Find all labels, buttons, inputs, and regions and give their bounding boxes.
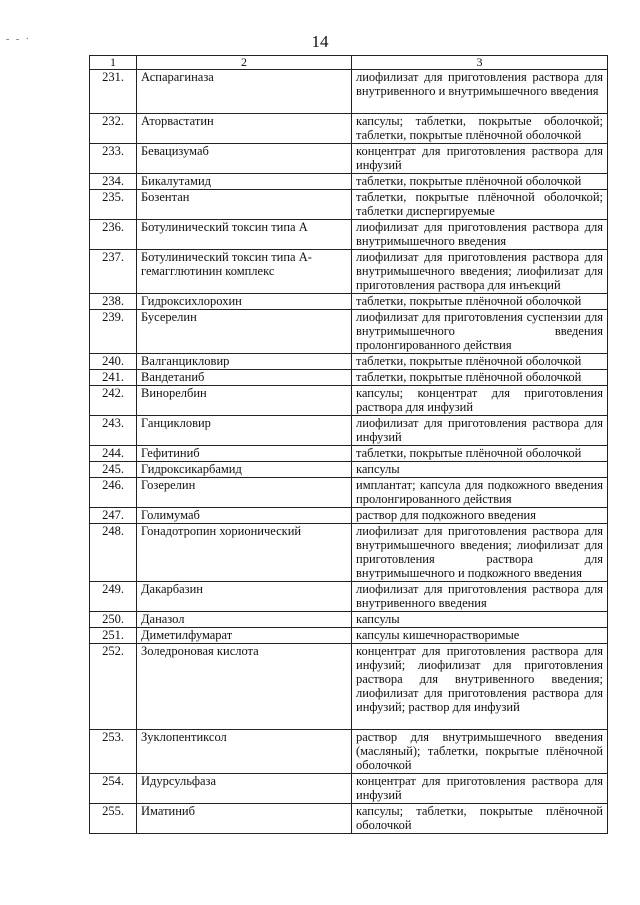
- dosage-form: капсулы; концентрат для приготовления раствора для инфузий: [352, 386, 608, 416]
- drug-name: Аспарагиназа: [137, 70, 352, 114]
- dosage-form: лиофилизат для приготовления раствора для внутривенного и внутримышечного введения: [352, 70, 608, 114]
- drug-table: [89, 55, 608, 834]
- row-number: 253.: [90, 730, 137, 774]
- dosage-form: лиофилизат для приготовления раствора для внутривенного введения: [352, 582, 608, 612]
- dosage-form: таблетки, покрытые плёночной оболочкой: [352, 354, 608, 370]
- row-number: 251.: [90, 628, 137, 644]
- drug-name: Гефитиниб: [137, 446, 352, 462]
- page-number: 14: [311, 32, 329, 51]
- table-row: [90, 174, 608, 190]
- row-number: 231.: [90, 70, 137, 114]
- row-number: 243.: [90, 416, 137, 446]
- table-row: [90, 478, 608, 508]
- dosage-form: лиофилизат для приготовления суспензии для внутримышечного введения пролонгированного действия: [352, 310, 608, 354]
- row-number: 250.: [90, 612, 137, 628]
- column-header-form: 3: [352, 56, 608, 70]
- table-row: [90, 386, 608, 416]
- dosage-form: лиофилизат для приготовления раствора для инфузий: [352, 416, 608, 446]
- dosage-form: таблетки, покрытые плёночной оболочкой: [352, 446, 608, 462]
- dosage-form: таблетки, покрытые плёночной оболочкой: [352, 174, 608, 190]
- dosage-form: капсулы; таблетки, покрытые плёночной оболочкой: [352, 804, 608, 834]
- drug-name: Даназол: [137, 612, 352, 628]
- drug-name: Ботулинический токсин типа А-гемагглютинин комплекс: [137, 250, 352, 294]
- table-row: [90, 804, 608, 834]
- table-row: [90, 416, 608, 446]
- table-body: [90, 70, 608, 834]
- table-row: [90, 582, 608, 612]
- dosage-form: имплантат; капсула для подкожного введения пролонгированного действия: [352, 478, 608, 508]
- table-row: [90, 508, 608, 524]
- table-row: [90, 644, 608, 730]
- drug-name: Гозерелин: [137, 478, 352, 508]
- column-header-number: 1: [90, 56, 137, 70]
- drug-name: Дакарбазин: [137, 582, 352, 612]
- table-row: [90, 612, 608, 628]
- table-row: [90, 774, 608, 804]
- drug-name: Диметилфумарат: [137, 628, 352, 644]
- drug-name: Гидроксихлорохин: [137, 294, 352, 310]
- dosage-form: раствор для подкожного введения: [352, 508, 608, 524]
- table-row: [90, 294, 608, 310]
- row-number: 245.: [90, 462, 137, 478]
- dosage-form: лиофилизат для приготовления раствора для внутримышечного введения; лиофилизат для приготовления раствора для внутримышечного и подкожного введения: [352, 524, 608, 582]
- table-row: [90, 370, 608, 386]
- drug-name: Голимумаб: [137, 508, 352, 524]
- drug-name: Бикалутамид: [137, 174, 352, 190]
- row-number: 240.: [90, 354, 137, 370]
- dosage-form: концентрат для приготовления раствора для инфузий: [352, 774, 608, 804]
- column-header-name: 2: [137, 56, 352, 70]
- drug-name: Винорелбин: [137, 386, 352, 416]
- row-number: 247.: [90, 508, 137, 524]
- row-number: 237.: [90, 250, 137, 294]
- table-row: [90, 354, 608, 370]
- dosage-form: капсулы: [352, 612, 608, 628]
- row-number: 236.: [90, 220, 137, 250]
- row-number: 249.: [90, 582, 137, 612]
- table-row: [90, 310, 608, 354]
- dosage-form: лиофилизат для приготовления раствора для внутримышечного введения: [352, 220, 608, 250]
- drug-name: Бевацизумаб: [137, 144, 352, 174]
- drug-name: Идурсульфаза: [137, 774, 352, 804]
- row-number: 246.: [90, 478, 137, 508]
- row-number: 239.: [90, 310, 137, 354]
- drug-name: Бозентан: [137, 190, 352, 220]
- drug-name: Валганцикловир: [137, 354, 352, 370]
- table-row: [90, 144, 608, 174]
- row-number: 255.: [90, 804, 137, 834]
- dosage-form: таблетки, покрытые плёночной оболочкой: [352, 370, 608, 386]
- row-number: 244.: [90, 446, 137, 462]
- row-number: 254.: [90, 774, 137, 804]
- dosage-form: лиофилизат для приготовления раствора для внутримышечного введения; лиофилизат для приготовления раствора для инъекций: [352, 250, 608, 294]
- drug-name: Ботулинический токсин типа А: [137, 220, 352, 250]
- drug-name: Иматиниб: [137, 804, 352, 834]
- drug-name: Золедроновая кислота: [137, 644, 352, 730]
- table-row: [90, 446, 608, 462]
- drug-name: Зуклопентиксол: [137, 730, 352, 774]
- drug-name: Ганцикловир: [137, 416, 352, 446]
- drug-name: Аторвастатин: [137, 114, 352, 144]
- row-number: 252.: [90, 644, 137, 730]
- row-number: 241.: [90, 370, 137, 386]
- dosage-form: концентрат для приготовления раствора для инфузий; лиофилизат для приготовления раствора для внутривенного введения; лиофилизат для приготовления раствора для инфузий; раствор для инфузий: [352, 644, 608, 730]
- table-row: [90, 730, 608, 774]
- drug-name: Гидроксикарбамид: [137, 462, 352, 478]
- row-number: 232.: [90, 114, 137, 144]
- drug-name: Гонадотропин хорионический: [137, 524, 352, 582]
- drug-name: Бусерелин: [137, 310, 352, 354]
- table-row: [90, 628, 608, 644]
- dosage-form: концентрат для приготовления раствора для инфузий: [352, 144, 608, 174]
- table-row: [90, 70, 608, 114]
- row-number: 248.: [90, 524, 137, 582]
- corner-marks: - - ·: [6, 34, 31, 45]
- table-row: [90, 190, 608, 220]
- table-header: [90, 56, 608, 70]
- row-number: 235.: [90, 190, 137, 220]
- dosage-form: капсулы кишечнорастворимые: [352, 628, 608, 644]
- drug-name: Вандетаниб: [137, 370, 352, 386]
- row-number: 242.: [90, 386, 137, 416]
- row-number: 238.: [90, 294, 137, 310]
- dosage-form: раствор для внутримышечного введения (масляный); таблетки, покрытые плёночной оболочкой: [352, 730, 608, 774]
- table-row: [90, 114, 608, 144]
- row-number: 234.: [90, 174, 137, 190]
- dosage-form: таблетки, покрытые плёночной оболочкой; таблетки диспергируемые: [352, 190, 608, 220]
- dosage-form: капсулы: [352, 462, 608, 478]
- table-row: [90, 250, 608, 294]
- table-row: [90, 524, 608, 582]
- dosage-form: таблетки, покрытые плёночной оболочкой: [352, 294, 608, 310]
- dosage-form: капсулы; таблетки, покрытые оболочкой; таблетки, покрытые плёночной оболочкой: [352, 114, 608, 144]
- table-row: [90, 462, 608, 478]
- row-number: 233.: [90, 144, 137, 174]
- table-row: [90, 220, 608, 250]
